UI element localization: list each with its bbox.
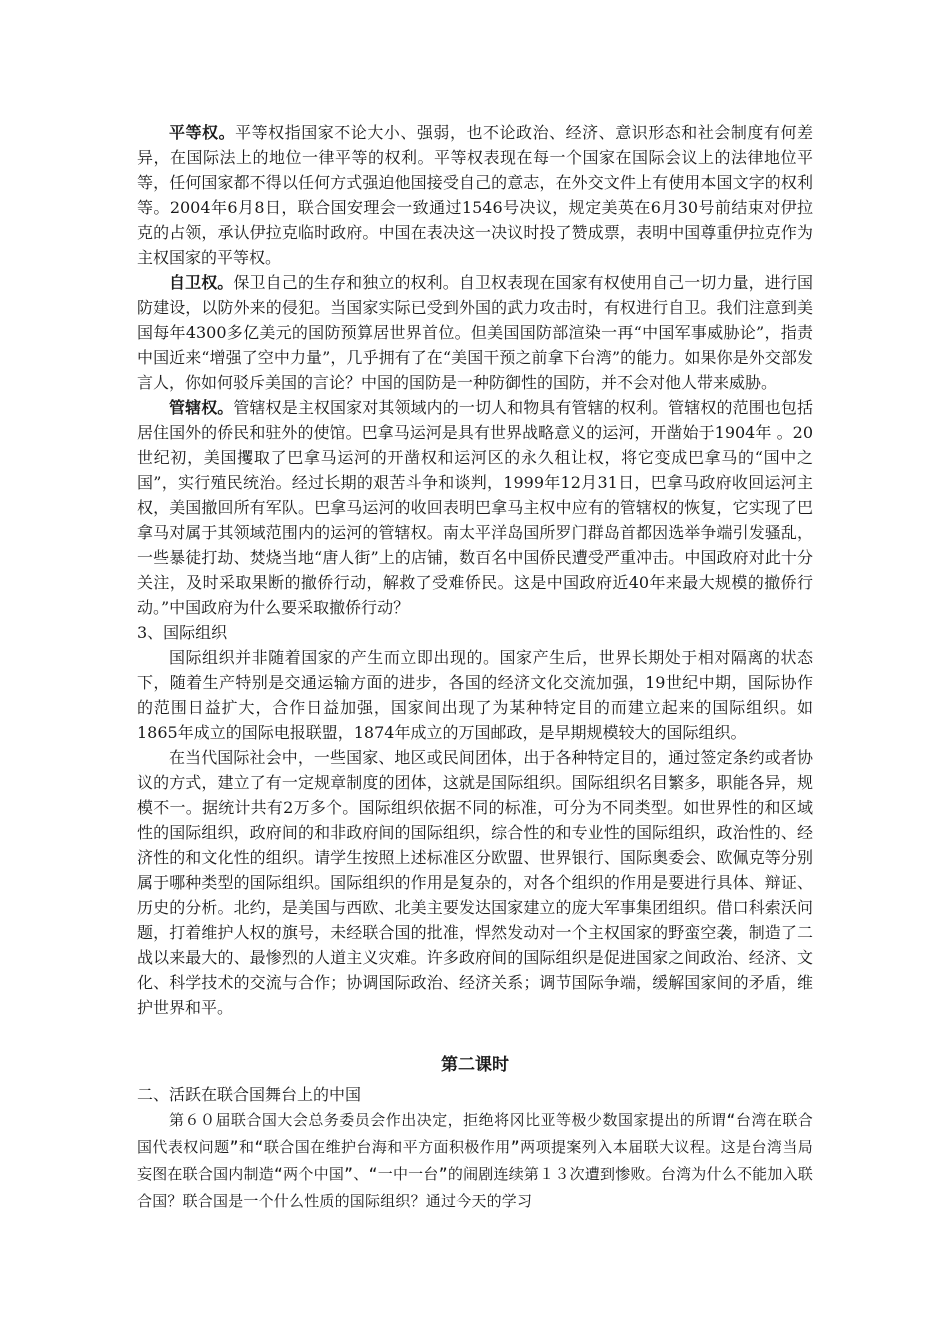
self-defense-term: 自卫权。: [169, 273, 234, 292]
equality-text: 平等权指国家不论大小、强弱，也不论政治、经济、意识形态和社会制度有何差异，在国际法上的地位一律平等的权利。平等权表现在每一个国家在国际会议上的法律地位平等，任何国家都不得以任何方式强迫他国接受自己的意志，在外交文件上有使用本国文字的权利等。2004年6月8日，联合国安理会一致通过1546号决议，规定美英在6月30号前结束对伊拉克的占领，承认伊拉克临时政府。中国在表决这一决议时投了赞成票，表明中国尊重伊拉克作为主权国家的平等权。: [137, 123, 813, 267]
self-defense-paragraph: [137, 270, 813, 395]
intl-org-paragraph-2: 在当代国际社会中，一些国家、地区或民间团体，出于各种特定目的，通过签定条约或者协议的方式，建立了有一定规章制度的团体，这就是国际组织。国际组织名目繁多，职能各异，规模不一。据统计共有2万多个。国际组织依据不同的标准，可分为不同类型。如世界性的和区域性的国际组织，政府间的和非政府间的国际组织，综合性的和专业性的国际组织，政治性的、经济性的和文化性的组织。请学生按照上述标准区分欧盟、世界银行、国际奥委会、欧佩克等分别属于哪种类型的国际组织。国际组织的作用是复杂的，对各个组织的作用是要进行具体、辩证、历史的分析。北约，是美国与西欧、北美主要发达国家建立的庞大军事集团组织。借口科索沃问题，打着维护人权的旗号，未经联合国的批准，悍然发动对一个主权国家的野蛮空袭，制造了二战以来最大的、最惨烈的人道主义灾难。许多政府间的国际组织是促进国家之间政治、经济、文化、科学技术的交流与合作；协调国际政治、经济关系；调节国际争端，缓解国家间的矛盾，维护世界和平。: [137, 748, 813, 1017]
jurisdiction-text: 管辖权是主权国家对其领域内的一切人和物具有管辖的权利。管辖权的范围也包括居住国外的侨民和驻外的使馆。巴拿马运河是具有世界战略意义的运河，开凿始于1904年 。20世纪初，美国攫取了巴拿马运河的开凿权和运河区的永久租让权，将它变成巴拿马的“国中之国”，实行殖民统治。经过长期的艰苦斗争和谈判，1999年12月31日，巴拿马政府收回运河主权，美国撤回所有军队。巴拿马运河的收回表明巴拿马主权中应有的管辖权的恢复，它实现了巴拿马对属于其领域范围内的运河的管辖权。南太平洋岛国所罗门群岛首都因选举争端引发骚乱，一些暴徒打劫、焚烧当地“唐人街”上的店铺，数百名中国侨民遭受严重冲击。中国政府对此十分关注，及时采取果断的撤侨行动，解救了受难侨民。这是中国政府近40年来最大规模的撤侨行动。”中国政府为什么要采取撤侨行动？: [137, 398, 813, 617]
intl-org-paragraph-1: 国际组织并非随着国家的产生而立即出现的。国家产生后，世界长期处于相对隔离的状态下，随着生产特别是交通运输方面的进步，各国的经济文化交流加强，19世纪中期，国际协作的范围日益扩大，合作日益加强，国家间出现了为某种特定目的而建立起来的国际组织。如1865年成立的国际电报联盟，1874年成立的万国邮政，是早期规模较大的国际组织。: [137, 648, 813, 742]
equality-term: 平等权。: [169, 123, 236, 142]
jurisdiction-paragraph: [137, 395, 813, 620]
intl-org-heading: 3、国际组织: [137, 623, 228, 642]
lesson-2-title: 第二课时: [441, 1055, 509, 1075]
jurisdiction-term: 管辖权。: [169, 398, 234, 417]
document-page: [137, 120, 813, 1215]
equality-paragraph: [137, 120, 813, 270]
lesson-2-paragraph: 第６０届联合国大会总务委员会作出决定，拒绝将冈比亚等极少数国家提出的所谓“台湾在联合国代表权问题”和“联合国在维护台海和平方面积极作用”两项提案列入本届联大议程。这是台湾当局妄图在联合国内制造“两个中国”、“一中一台”的闹剧连续第１３次遭到惨败。台湾为什么不能加入联合国？联合国是一个什么性质的国际组织？通过今天的学习: [137, 1111, 813, 1210]
lesson-2-subheading: 二、活跃在联合国舞台上的中国: [137, 1085, 362, 1104]
self-defense-text: 保卫自己的生存和独立的权利。自卫权表现在国家有权使用自己一切力量，进行国防建设，以防外来的侵犯。当国家实际已受到外国的武力攻击时，有权进行自卫。我们注意到美国每年4300多亿美元的国防预算居世界首位。但美国国防部渲染一再“中国军事威胁论”，指责中国近来“增强了空中力量”，几乎拥有了在“美国干预之前拿下台湾”的能力。如果你是外交部发言人，你如何驳斥美国的言论？中国的国防是一种防御性的国防，并不会对他人带来威胁。: [137, 273, 813, 392]
